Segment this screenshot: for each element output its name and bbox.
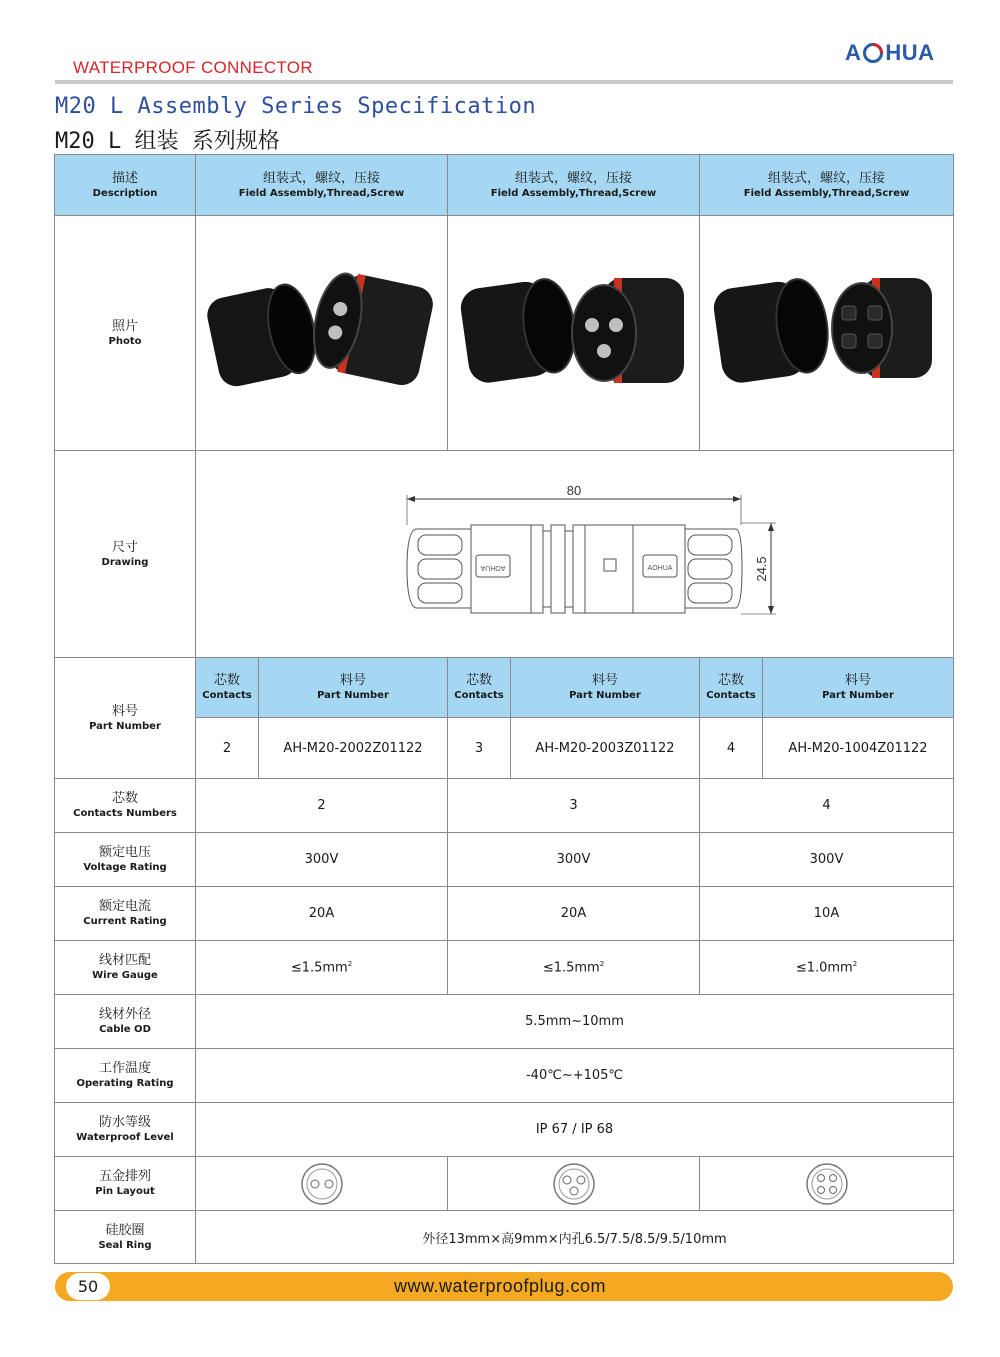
pin-layout-3 <box>700 1157 954 1211</box>
drawing-row <box>55 451 954 658</box>
photo-col-2 <box>448 216 700 451</box>
contacts-subheader-2: 芯数 Contacts <box>448 658 511 718</box>
technical-drawing <box>196 451 953 653</box>
wire-gauge-3: $\le 1.0mm^2$ <box>700 941 954 995</box>
part-value-3: AH-M20-1004Z01122 <box>763 718 954 779</box>
wire-gauge-label: 线材匹配 Wire Gauge <box>55 941 196 995</box>
cable-od-row <box>55 995 954 1049</box>
drawing-height: 24.5 <box>754 556 769 582</box>
contacts-value-3: 4 <box>700 718 763 779</box>
part-value-2: AH-M20-2003Z01122 <box>511 718 700 779</box>
waterproof-label: 防水等级 Waterproof Level <box>55 1103 196 1157</box>
logo-text: HUA <box>885 40 935 65</box>
pin-layout-label: 五金排列 Pin Layout <box>55 1157 196 1211</box>
voltage-2: 300V <box>448 833 700 887</box>
footer-url[interactable]: www.waterproofplug.com <box>393 1276 607 1296</box>
part-value-1: AH-M20-2002Z01122 <box>259 718 448 779</box>
seal-ring-value: 外径13mm×高9mm×内孔6.5/7.5/8.5/9.5/10mm <box>196 1211 954 1264</box>
voltage-label: 额定电压 Voltage Rating <box>55 833 196 887</box>
connector-photo-2pin <box>202 258 442 408</box>
cable-od-value: 5.5mm~10mm <box>196 995 954 1049</box>
part-number-label: 料号 Part Number <box>55 658 196 779</box>
photo-col-1 <box>196 216 448 451</box>
connector-photo-3pin <box>454 258 694 408</box>
description-col-3: 组装式，螺纹，压接 Field Assembly,Thread,Screw <box>700 155 954 216</box>
operating-row <box>55 1049 954 1103</box>
pin-layout-row <box>55 1157 954 1211</box>
part-subheader-2: 料号 Part Number <box>511 658 700 718</box>
contacts-subheader-1: 芯数 Contacts <box>196 658 259 718</box>
current-3: 10A <box>700 887 954 941</box>
current-2: 20A <box>448 887 700 941</box>
part-subheader-3: 料号 Part Number <box>763 658 954 718</box>
logo-letter: A <box>845 40 862 65</box>
contacts-numbers-2: 3 <box>448 779 700 833</box>
current-label: 额定电流 Current Rating <box>55 887 196 941</box>
connector-photo-4pin <box>707 258 947 408</box>
seal-ring-label: 硅胶圈 Seal Ring <box>55 1211 196 1264</box>
logo-ring-icon <box>862 42 884 64</box>
voltage-1: 300V <box>196 833 448 887</box>
drawing-logo-right: AOHUA <box>647 565 673 572</box>
pin-layout-1 <box>196 1157 448 1211</box>
contacts-value-2: 3 <box>448 718 511 779</box>
photo-row <box>55 216 954 451</box>
operating-label: 工作温度 Operating Rating <box>55 1049 196 1103</box>
part-subheader-1: 料号 Part Number <box>259 658 448 718</box>
photo-col-3 <box>700 216 954 451</box>
description-label: 描述 Description <box>55 155 196 216</box>
header-category: WATERPROOF CONNECTOR <box>73 58 313 77</box>
waterproof-value: IP 67 / IP 68 <box>196 1103 954 1157</box>
operating-value: -40℃~+105℃ <box>196 1049 954 1103</box>
drawing-logo-left: AOHUA <box>480 564 506 571</box>
cable-od-label: 线材外径 Cable OD <box>55 995 196 1049</box>
photo-label: 照片 Photo <box>55 216 196 451</box>
header-divider <box>55 80 953 84</box>
drawing-label: 尺寸 Drawing <box>55 451 196 658</box>
description-col-1: 组装式，螺纹，压接 Field Assembly,Thread,Screw <box>196 155 448 216</box>
wire-gauge-2: $\le 1.5mm^2$ <box>448 941 700 995</box>
contacts-subheader-3: 芯数 Contacts <box>700 658 763 718</box>
contacts-numbers-label: 芯数 Contacts Numbers <box>55 779 196 833</box>
description-row <box>55 155 954 216</box>
contacts-numbers-row <box>55 779 954 833</box>
page-number: 50 <box>66 1273 110 1300</box>
contacts-numbers-3: 4 <box>700 779 954 833</box>
waterproof-row <box>55 1103 954 1157</box>
contacts-value-1: 2 <box>196 718 259 779</box>
brand-logo <box>845 40 935 66</box>
drawing-cell <box>196 451 954 658</box>
wire-gauge-1: $\le 1.5mm^2$ <box>196 941 448 995</box>
voltage-3: 300V <box>700 833 954 887</box>
wire-gauge-row <box>55 941 954 995</box>
part-number-header-row <box>55 658 954 718</box>
pin-layout-2 <box>448 1157 700 1211</box>
pin-layout-2-icon <box>300 1162 344 1206</box>
description-col-2: 组装式，螺纹，压接 Field Assembly,Thread,Screw <box>448 155 700 216</box>
voltage-row <box>55 833 954 887</box>
current-row <box>55 887 954 941</box>
page-title-en: M20 L Assembly Series Specification <box>55 94 537 119</box>
pin-layout-4-icon <box>805 1162 849 1206</box>
page-title-cn: M20 L 组装 系列规格 <box>55 129 280 154</box>
spec-table <box>54 154 954 1264</box>
seal-ring-row <box>55 1211 954 1264</box>
current-1: 20A <box>196 887 448 941</box>
pin-layout-3-icon <box>552 1162 596 1206</box>
drawing-length: 80 <box>566 483 582 498</box>
contacts-numbers-1: 2 <box>196 779 448 833</box>
